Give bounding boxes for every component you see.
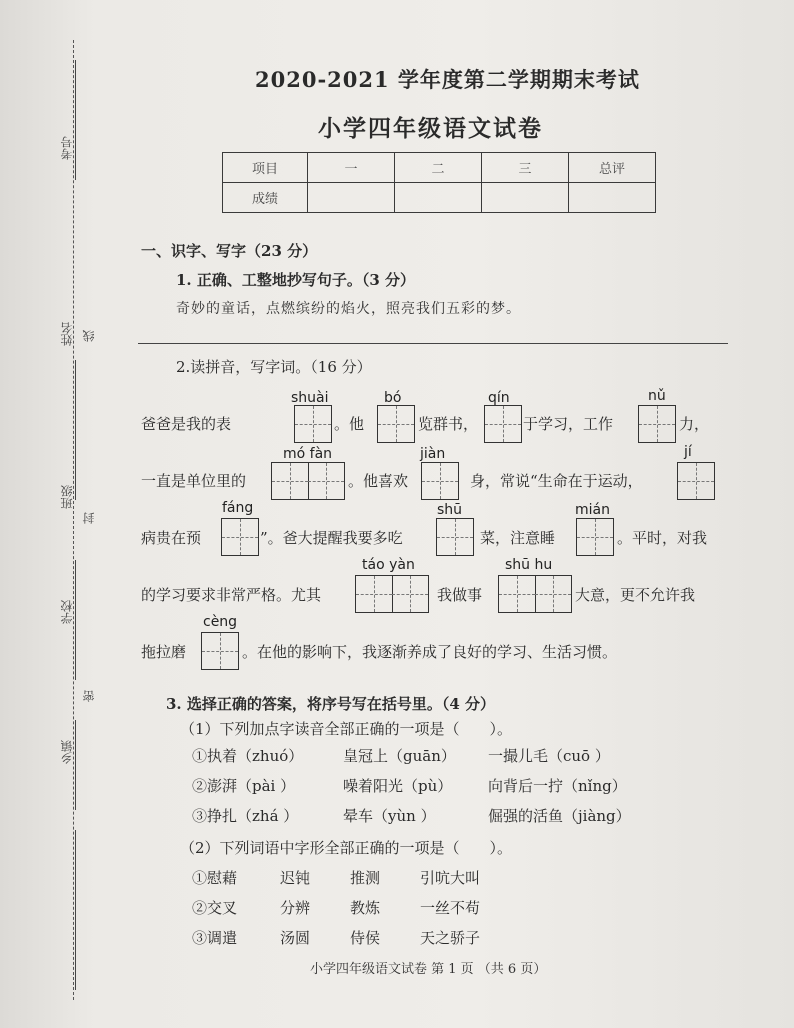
- q1-sentence: 奇妙的童话，点燃缤纷的焰火，照亮我们五彩的梦。: [176, 301, 521, 317]
- pinyin-taoyan: táo yàn: [362, 557, 415, 573]
- q3-prompt: 3. 选择正确的答案，将序号写在括号里。（4 分）: [166, 695, 496, 713]
- score-header-item: 项目: [223, 153, 308, 183]
- char-grid-mofan[interactable]: [271, 462, 345, 500]
- writing-line[interactable]: [138, 343, 728, 344]
- score-header-total: 总评: [569, 153, 656, 183]
- pinyin-nu: nǔ: [648, 388, 666, 404]
- score-table: [222, 152, 656, 213]
- q3-option[interactable]: ②澎湃（pài ）: [192, 777, 296, 795]
- margin-label-secret: 密: [82, 690, 96, 702]
- score-cell[interactable]: [395, 183, 482, 213]
- score-cell[interactable]: [308, 183, 395, 213]
- q2-prompt: 2.读拼音，写字词。（16 分）: [176, 358, 372, 376]
- char-grid-qin[interactable]: [484, 405, 522, 443]
- pinyin-shuai: shuài: [291, 390, 329, 406]
- q2-line3-text: 菜，注意睡: [480, 529, 556, 547]
- margin-line: [75, 720, 76, 810]
- q2-line4-text: 的学习要求非常严格。尤其: [141, 586, 322, 604]
- char-grid-shuai[interactable]: [294, 405, 332, 443]
- q2-line4-text: 大意，更不允许我: [575, 586, 696, 604]
- q2-line3-text: ”。爸大提醒我要多吃: [260, 529, 403, 547]
- q2-line3-text: 病贵在预: [141, 529, 202, 547]
- q3-option: 皇冠上（guān）: [343, 747, 456, 765]
- q2-line1-text: 爸爸是我的表: [141, 415, 232, 433]
- char-grid-nu[interactable]: [638, 405, 676, 443]
- char-grid-jian[interactable]: [421, 462, 459, 500]
- char-grid-taoyan[interactable]: [355, 575, 429, 613]
- binding-dashed-line: [73, 40, 74, 1000]
- q2-line2-text: 身，常说“生命在于运动，: [470, 472, 643, 490]
- q2-line4-text: 我做事: [437, 586, 483, 604]
- margin-label-class: 班级: [60, 485, 74, 509]
- pinyin-shuhu: shū hu: [505, 557, 553, 573]
- margin-label-school: 学校: [60, 600, 74, 624]
- q3-option: 晕车（yùn ）: [343, 807, 436, 825]
- pinyin-mian: mián: [575, 502, 610, 518]
- q3-sub1: （1）下列加点字读音全部正确的一项是（ ）。: [180, 720, 513, 738]
- q3-option: 一撮儿毛（cuō ）: [488, 747, 610, 765]
- margin-label-name: 姓名: [60, 322, 74, 346]
- q1-prompt: 1. 正确、工整地抄写句子。（3 分）: [176, 271, 416, 289]
- q3-word: 汤圆: [280, 929, 311, 947]
- exam-subtitle: 小学四年级语文试卷: [318, 115, 543, 142]
- pinyin-jian: jiàn: [420, 446, 446, 462]
- q3-option: 向背后一拧（nǐng）: [488, 777, 627, 795]
- pinyin-shu: shū: [437, 502, 463, 518]
- q3-word-option[interactable]: ②交叉: [192, 899, 238, 917]
- q3-word-option[interactable]: ①慰藉: [192, 869, 238, 887]
- margin-label-line: 线: [82, 330, 96, 342]
- q2-line5-text: 。在他的影响下，我逐渐养成了良好的学习、生活习惯。: [242, 643, 618, 661]
- q3-option[interactable]: ①执着（zhuó）: [192, 747, 304, 765]
- q3-word: 引吭大叫: [420, 869, 481, 887]
- margin-label-seal: 封: [82, 512, 96, 524]
- score-header-3: 三: [482, 153, 569, 183]
- q2-line3-text: 。平时，对我: [617, 529, 708, 547]
- score-header-2: 二: [395, 153, 482, 183]
- q2-line1-text: 。他: [334, 415, 365, 433]
- score-row-label: 成绩: [223, 183, 308, 213]
- q3-word: 一丝不苟: [420, 899, 481, 917]
- pinyin-fang: fáng: [222, 500, 254, 516]
- exam-title: 2020-2021 学年度第二学期期末考试: [255, 67, 640, 92]
- q3-option[interactable]: ③挣扎（zhá ）: [192, 807, 299, 825]
- char-grid-shuhu[interactable]: [498, 575, 572, 613]
- pinyin-qin: qín: [488, 390, 510, 406]
- char-grid-fang[interactable]: [221, 518, 259, 556]
- score-cell[interactable]: [569, 183, 656, 213]
- q3-word-option[interactable]: ③调遣: [192, 929, 238, 947]
- q3-sub2: （2）下列词语中字形全部正确的一项是（ ）。: [180, 839, 513, 857]
- page-footer: 小学四年级语文试卷 第 1 页 （共 6 页）: [310, 962, 547, 977]
- margin-line: [75, 560, 76, 680]
- q3-option: 倔强的活鱼（jiàng）: [488, 807, 631, 825]
- char-grid-mian[interactable]: [576, 518, 614, 556]
- score-cell[interactable]: [482, 183, 569, 213]
- section1-heading: 一、识字、写字（23 分）: [141, 242, 318, 260]
- q3-word: 教炼: [350, 899, 381, 917]
- q2-line1-text: 力，: [679, 415, 710, 433]
- margin-line: [75, 360, 76, 500]
- q2-line1-text: 于学习，工作: [523, 415, 614, 433]
- margin-label-town: 乡镇: [60, 740, 74, 764]
- char-grid-bo[interactable]: [377, 405, 415, 443]
- pinyin-bo: bó: [384, 390, 402, 406]
- q2-line5-text: 拖拉磨: [141, 643, 187, 661]
- margin-label-exam-no: 考号: [60, 136, 74, 160]
- q2-line1-text: 览群书，: [418, 415, 479, 433]
- q3-word: 分辨: [280, 899, 311, 917]
- pinyin-mofan: mó fàn: [283, 446, 333, 462]
- q3-word: 推测: [350, 869, 381, 887]
- margin-line: [75, 830, 76, 990]
- q3-option: 噪着阳光（pù）: [343, 777, 453, 795]
- margin-line: [75, 60, 76, 180]
- q3-word: 迟钝: [280, 869, 311, 887]
- q2-line2-text: 一直是单位里的: [141, 472, 247, 490]
- pinyin-ceng: cèng: [203, 614, 238, 630]
- score-header-1: 一: [308, 153, 395, 183]
- char-grid-shu[interactable]: [436, 518, 474, 556]
- q3-word: 天之骄子: [420, 929, 481, 947]
- q2-line2-text: 。他喜欢: [348, 472, 409, 490]
- q3-word: 侍侯: [350, 929, 381, 947]
- char-grid-ceng[interactable]: [201, 632, 239, 670]
- char-grid-ji[interactable]: [677, 462, 715, 500]
- pinyin-ji: jí: [684, 444, 692, 460]
